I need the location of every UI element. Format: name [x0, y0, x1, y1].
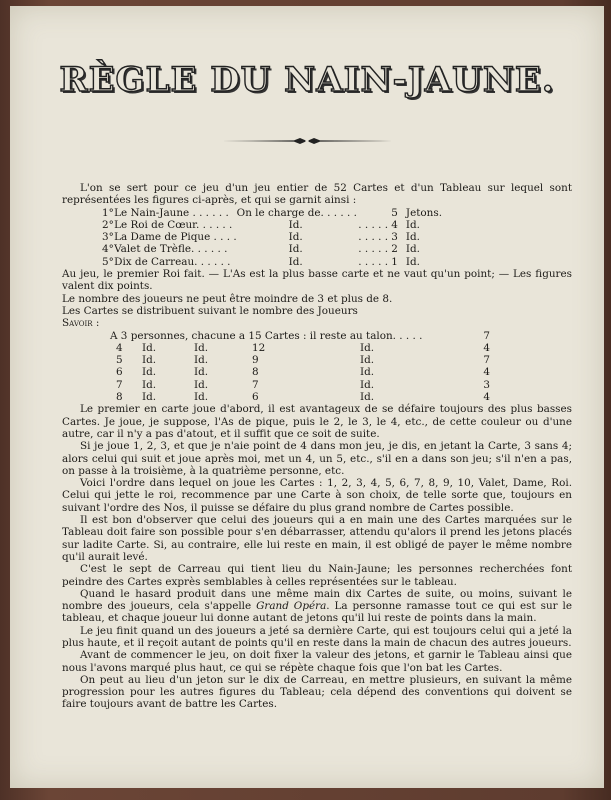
rule-paragraph: Le jeu finit quand un des joueurs a jeté sa dernière Carte, qui est toujours celui qui a jeté la plus haute, et il reçoit autant de points qu'il en reste dans la main de chacun des autres joueurs. — [62, 624, 572, 649]
rule-paragraph: Il est bon d'observer que celui des joueurs qui a en main une des Cartes marquées sur le Tableau doit faire son possible pour s'en débarrasser, attendu qu'alors il prend les jetons placés sur ladite Carte. Si, au contraire, elle lui reste en main, il est obligé de payer le même nombre qu'il aurait levé. — [62, 514, 572, 563]
figure-unit: Id. — [405, 231, 420, 244]
table-row — [102, 207, 442, 219]
table-row — [110, 330, 490, 342]
figure-name: La Dame de Pique . . . . — [114, 231, 237, 244]
table-row — [102, 219, 442, 231]
figure-name: Le Nain-Jaune . . . . . . — [114, 206, 229, 219]
roi-paragraph: Au jeu, le premier Roi fait. — L'As est la plus basse carte et ne vaut qu'un point; — Les figures valent dix points. — [62, 268, 572, 293]
figure-count: . . . . . 1 — [358, 255, 398, 268]
table-row — [102, 243, 442, 255]
rule-paragraph: C'est le sept de Carreau qui tient lieu du Nain-Jaune; les personnes recherchées font peindre des Cartes exprès semblables à celles représentées sur le tableau. — [62, 563, 572, 588]
id-cell: Id. — [360, 391, 375, 404]
figure-number: 4° — [102, 243, 114, 256]
rule-text: . La personne ramasse tout ce qui est sur le tableau, et chaque joueur lui donne autant de jetons qu'il lui reste de points dans la main. — [62, 600, 573, 625]
id-cell: Id. — [360, 341, 375, 354]
figure-number: 5° — [102, 255, 114, 268]
id-cell: Id. — [194, 354, 209, 367]
figure-name: Le Roi de Cœur. . . . . . — [114, 218, 233, 231]
id-cell: Id. — [142, 378, 157, 391]
table-row — [110, 342, 490, 354]
figure-unit: Id. — [405, 255, 420, 268]
id-cell: Id. — [360, 378, 375, 391]
distribution-remainder: 4 — [483, 366, 490, 379]
cards-count: 9 — [252, 354, 259, 367]
id-cell: Id. — [142, 366, 157, 379]
players-count: 6 — [116, 366, 123, 379]
table-row — [110, 379, 490, 391]
distribution-table — [110, 330, 490, 404]
players-count: 8 — [116, 391, 123, 404]
id-cell: Id. — [194, 341, 209, 354]
intro-paragraph: L'on se sert pour ce jeu d'un jeu entier de 52 Cartes et d'un Tableau sur lequel sont représentées les figures ci-après, et qui se garnit ainsi : — [62, 182, 572, 207]
table-row — [102, 231, 442, 243]
page-title: RÈGLE DU NAIN-JAUNE. — [59, 60, 555, 100]
rule-paragraph — [62, 588, 572, 625]
figure-count: . . . . . 2 — [358, 243, 398, 256]
distribution-remainder: 7 — [483, 329, 490, 342]
document-page — [10, 6, 604, 788]
id-cell: Id. — [360, 354, 375, 367]
figure-unit: Jetons. — [405, 206, 442, 219]
cards-count: 12 — [252, 341, 266, 354]
grand-opera-term: Grand Opéra — [256, 600, 327, 613]
figure-name: Valet de Trèfle. . . . . . — [114, 243, 228, 256]
table-row — [102, 256, 442, 268]
id-cell: Id. — [194, 391, 209, 404]
savoir-label: Savoir : — [62, 317, 100, 330]
distribution-first: A 3 personnes, chacune a 15 Cartes : il reste au talon. . . . . — [110, 329, 423, 342]
figure-charge: Id. — [288, 255, 303, 268]
distribution-paragraph: Les Cartes se distribuent suivant le nombre des Joueurs — [62, 304, 358, 317]
figures-table — [102, 207, 442, 268]
cards-count: 6 — [252, 391, 259, 404]
distribution-remainder: 3 — [483, 378, 490, 391]
id-cell: Id. — [194, 378, 209, 391]
figure-count: . . . . . 3 — [358, 231, 398, 244]
distribution-remainder: 4 — [483, 391, 490, 404]
distribution-remainder: 7 — [483, 354, 490, 367]
players-count: 4 — [116, 341, 123, 354]
rule-paragraph: On peut au lieu d'un jeton sur le dix de Carreau, en mettre plusieurs, en suivant la même progression pour les autres figures du Tableau; cela dépend des conventions qui doivent se faire toujours avant de battre les Cartes. — [62, 673, 572, 711]
rule-paragraph: Si je joue 1, 2, 3, et que je n'aie point de 4 dans mon jeu, je dis, en jetant la Carte, 3 sans 4; alors celui qui suit et joue après moi, met un 4, un 5, etc., s'il en a dans son jeu; s'il n'en a pas, on passe à la troisième, à la quatrième personne, etc. — [62, 440, 572, 477]
id-cell: Id. — [142, 391, 157, 404]
figure-count: . . . . . 4 — [358, 218, 398, 231]
figure-number: 2° — [102, 218, 114, 231]
figure-unit: Id. — [405, 243, 420, 256]
cards-count: 7 — [252, 378, 259, 391]
id-cell: Id. — [142, 354, 157, 367]
rule-text: Quand le hasard produit dans une même main dix Cartes de suite, ou moins, suivant le nombre des joueurs, cela s'appelle — [62, 587, 572, 613]
figure-count: 5 — [391, 206, 398, 219]
figure-name: Dix de Carreau. . . . . . — [114, 255, 231, 268]
figure-charge: On le charge de. . . . . . — [236, 206, 357, 219]
ornament-divider-icon — [222, 136, 392, 146]
figure-number: 1° — [102, 206, 114, 219]
id-cell: Id. — [360, 366, 375, 379]
id-cell: Id. — [194, 366, 209, 379]
table-row — [110, 366, 490, 378]
table-row — [110, 391, 490, 403]
figure-charge: Id. — [288, 243, 303, 256]
rule-paragraph: Avant de commencer le jeu, on doit fixer la valeur des jetons, et garnir le Tableau ainsi que nous l'avons marqué plus haut, ce qui se répète chaque fois que l'on bat les Cartes. — [62, 649, 572, 674]
figure-charge: Id. — [288, 231, 303, 244]
rule-paragraph: Voici l'ordre dans lequel on joue les Cartes : 1, 2, 3, 4, 5, 6, 7, 8, 9, 10, Valet, Dame, Roi. Celui qui jette le roi, recommence par une Carte à son choix, de telle sorte que, toujours en suivant l'ordre des Nos, il puisse se défaire du plus grand nombre de Cartes possible. — [62, 477, 572, 514]
rules-text — [62, 182, 572, 711]
table-row — [110, 354, 490, 366]
cards-count: 8 — [252, 366, 259, 379]
players-count: 5 — [116, 354, 123, 367]
players-count: 7 — [116, 378, 123, 391]
joueurs-paragraph: Le nombre des joueurs ne peut être moindre de 3 et plus de 8. — [62, 292, 393, 305]
rule-paragraph: Le premier en carte joue d'abord, il est avantageux de se défaire toujours des plus basses Cartes. Je joue, je suppose, l'As de pique, puis le 2, le 3, le 4, etc., de cette couleur ou d'une autre, car il n'y a pas d'atout, et il suffit que ce soit de suite. — [62, 403, 572, 440]
figure-number: 3° — [102, 231, 114, 244]
id-cell: Id. — [142, 341, 157, 354]
figure-charge: Id. — [288, 218, 303, 231]
figure-unit: Id. — [405, 218, 420, 231]
distribution-remainder: 4 — [483, 341, 490, 354]
